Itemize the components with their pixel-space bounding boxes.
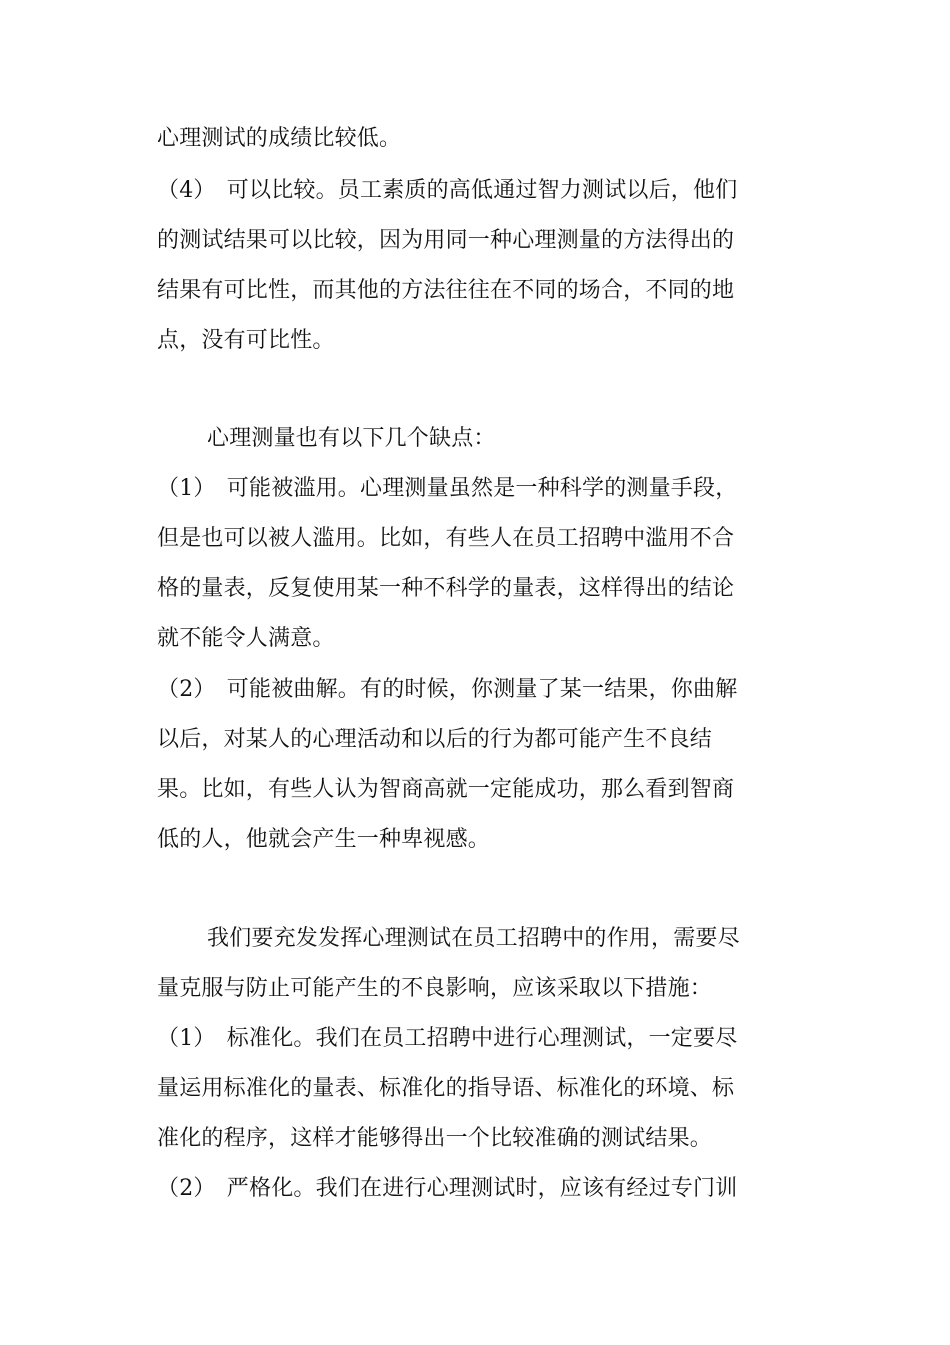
text-line: 结果有可比性，而其他的方法往往在不同的场合，不同的地: [157, 278, 735, 303]
text-line: （4） 可以比较。员工素质的高低通过智力测试以后，他们: [157, 178, 738, 203]
text-line: 心理测试的成绩比较低。: [157, 126, 402, 151]
text-line: 格的量表，反复使用某一种不科学的量表，这样得出的结论: [157, 576, 735, 601]
text-line: 低的人，他就会产生一种卑视感。: [157, 827, 491, 852]
text-line: 果。比如，有些人认为智商高就一定能成功，那么看到智商: [157, 777, 735, 802]
text-line: 准化的程序，这样才能够得出一个比较准确的测试结果。: [157, 1126, 713, 1151]
text-line: 量克服与防止可能产生的不良影响，应该采取以下措施：: [157, 976, 713, 1001]
text-line: 心理测量也有以下几个缺点：: [207, 426, 496, 451]
text-line: 就不能令人满意。: [157, 626, 335, 651]
text-line: 我们要充发发挥心理测试在员工招聘中的作用，需要尽: [207, 926, 740, 951]
text-line: 的测试结果可以比较，因为用同一种心理测量的方法得出的: [157, 228, 735, 253]
text-line: 但是也可以被人滥用。比如，有些人在员工招聘中滥用不合: [157, 526, 735, 551]
text-line: 以后，对某人的心理活动和以后的行为都可能产生不良结: [157, 727, 713, 752]
text-line: （1） 可能被滥用。心理测量虽然是一种科学的测量手段，: [157, 476, 738, 501]
text-line: （2） 可能被曲解。有的时候，你测量了某一结果，你曲解: [157, 677, 738, 702]
text-line: 点，没有可比性。: [157, 328, 335, 353]
text-line: （1） 标准化。我们在员工招聘中进行心理测试，一定要尽: [157, 1026, 738, 1051]
text-line: 量运用标准化的量表、标准化的指导语、标准化的环境、标: [157, 1076, 735, 1101]
text-line: （2） 严格化。我们在进行心理测试时，应该有经过专门训: [157, 1176, 738, 1201]
